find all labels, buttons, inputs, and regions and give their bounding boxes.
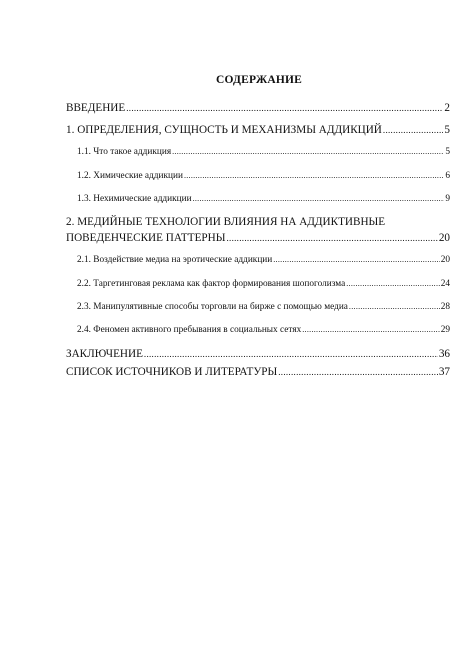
toc-page-number: 5 [444, 124, 450, 136]
toc-entry-references[interactable] [66, 365, 450, 379]
toc-entry-introduction[interactable] [66, 101, 450, 115]
toc-page-number: 20 [440, 255, 450, 265]
toc-entry-label: 1.1. Что такое аддикция [77, 147, 172, 157]
toc-page-number: 28 [440, 302, 450, 312]
toc-page-number: 6 [445, 171, 450, 181]
toc-entry-label: ЗАКЛЮЧЕНИЕ [66, 348, 143, 360]
toc-entry-label: СПИСОК ИСТОЧНИКОВ И ЛИТЕРАТУРЫ [66, 366, 278, 378]
toc-entry-section-2-4[interactable] [66, 323, 450, 337]
toc-entry-section-1-2[interactable] [66, 169, 450, 183]
toc-entry-label: 2.3. Манипулятивные способы торговли на бирже с помощью медиа [77, 302, 348, 312]
toc-entry-chapter-2-line-1: 2. МЕДИЙНЫЕ ТЕХНОЛОГИИ ВЛИЯНИЯ НА АДДИКТИВНЫЕ [66, 216, 386, 228]
toc-page-number: 2 [444, 102, 450, 114]
toc-leader-dots [346, 277, 439, 291]
toc-leader-dots [184, 169, 444, 183]
toc-leader-dots [278, 365, 438, 379]
toc-page-number: 5 [445, 147, 450, 157]
toc-page-number: 37 [438, 366, 450, 378]
toc-page-number: 24 [440, 279, 450, 289]
toc-leader-dots [349, 300, 440, 314]
toc-entry-label: 2.4. Феномен активного пребывания в социальных сетях [77, 325, 302, 335]
toc-entry-label: 1.2. Химические аддикции [77, 171, 183, 181]
toc-entry-section-1-1[interactable] [66, 145, 450, 159]
toc-entry-label: 1.3. Нехимические аддикции [77, 194, 192, 204]
toc-leader-dots [273, 253, 439, 267]
toc-entry-label: 1. ОПРЕДЕЛЕНИЯ, СУЩНОСТЬ И МЕХАНИЗМЫ АДДИКЦИЙ [66, 124, 382, 136]
toc-entry-section-2-1[interactable] [66, 253, 450, 267]
toc-entry-label: 2.2. Таргетинговая реклама как фактор формирования шопоголизма [77, 279, 346, 289]
toc-entry-section-1-3[interactable] [66, 192, 450, 206]
toc-entry-chapter-2[interactable] [66, 231, 450, 245]
toc-leader-dots [383, 123, 444, 137]
toc-entry-section-2-2[interactable] [66, 277, 450, 291]
toc-leader-dots [193, 192, 445, 206]
toc-page-number: 20 [438, 232, 450, 244]
toc-entry-label: 2.1. Воздействие медиа на эротические аддикции [77, 255, 273, 265]
toc-page-number: 9 [445, 194, 450, 204]
toc-page-number: 29 [440, 325, 450, 335]
toc-leader-dots [302, 323, 439, 337]
toc-entry-section-2-3[interactable] [66, 300, 450, 314]
toc-entry-chapter-1[interactable] [66, 123, 450, 137]
toc-leader-dots [144, 347, 438, 361]
toc-leader-dots [126, 101, 443, 115]
toc-title: СОДЕРЖАНИЕ [215, 74, 303, 86]
toc-entry-conclusion[interactable] [66, 347, 450, 361]
toc-leader-dots [172, 145, 444, 159]
toc-entry-label: ПОВЕДЕНЧЕСКИЕ ПАТТЕРНЫ [66, 232, 226, 244]
toc-page-number: 36 [438, 348, 450, 360]
toc-leader-dots [226, 231, 437, 245]
toc-entry-label: ВВЕДЕНИЕ [66, 102, 126, 114]
